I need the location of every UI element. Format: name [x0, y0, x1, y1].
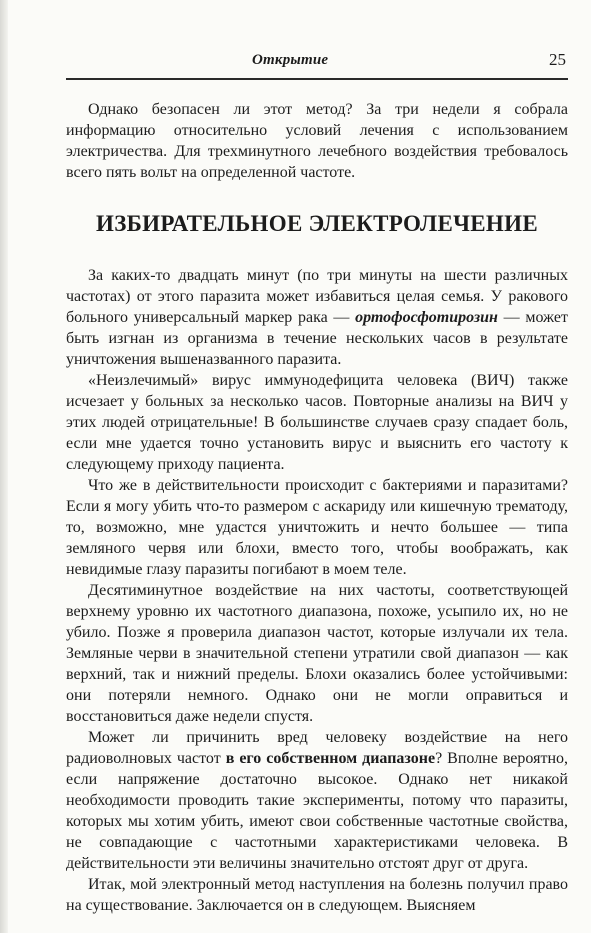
paragraph-6: Итак, мой электронный метод наступления на болезнь получил право на существование. Заключается он в следующем. Выясняем — [66, 876, 568, 914]
paragraph-1 — [66, 265, 568, 370]
page-body — [66, 99, 568, 916]
scan-edge-shadow — [0, 0, 8, 933]
paragraph-5-text-b: ? Вполне вероятно, если напряжение достаточно высокое. Однако нет никакой необходимости проводить такие эксперименты, потому что паразиты, которых мы хотим убить, имеют свои собственные частотные свойства, не совпадающие с частотными характеристиками человека. В действительности эти величины значительно отстоят друг от друга. — [66, 750, 569, 872]
running-header — [66, 46, 568, 80]
term-orthophosphotyrosine: ортофосфотирозин — [355, 309, 498, 326]
paragraph-5 — [66, 727, 568, 874]
paragraph-1-text-a: За каких-то двадцать минут (по три минуты на шести различных частотах) от этого паразита может избавиться целая семья. У ракового больного универсальный маркер рака — — [66, 267, 568, 326]
emphasis-own-range: в его собственном диапазоне — [225, 750, 436, 767]
page-number: 25 — [549, 50, 566, 69]
paragraph-5-text-a: Может ли причинить вред человеку воздействие на него радиоволновых частот — [66, 729, 568, 767]
paragraph-intro: Однако безопасен ли этот метод? За три недели я собрала информацию относительно условий лечения с использованием электричества. Для трехминутного лечебного воздействия требовалось всего пять вольт на определенной частоте. — [66, 101, 568, 181]
paragraph-3: Что же в действительности происходит с бактериями и паразитами? Если я могу убить что-то размером с аскариду или кишечную трематоду, то, возможно, мне удастся уничтожить и нечто большее — типа земляного червя или блохи, вместо того, чтобы воображать, как невидимые глазу паразиты погибают в моем теле. — [66, 477, 568, 578]
paragraph-4: Десятиминутное воздействие на них частоты, соответствующей верхнему уровню их частотного диапазона, похоже, усыпило их, но не убило. Позже я проверила диапазон частот, которые излучали их тела. Земляные черви в значительной степени утратили свой диапазон — как верхний, так и нижний пределы. Блохи оказались более устойчивыми: они потеряли немного. Однако они не могли оправиться и восстановиться даже недели спустя. — [66, 582, 568, 725]
paragraph-2: «Неизлечимый» вирус иммунодефицита человека (ВИЧ) также исчезает у больных за несколько часов. Повторные анализы на ВИЧ у этих людей отрицательные! В большинстве случаев сразу спадает боль, если мне удается точно установить вирус и выяснить его частоту к следующему приходу пациента. — [66, 372, 568, 473]
running-title: Открытие — [252, 52, 329, 68]
section-heading: ИЗБИРАТЕЛЬНОЕ ЭЛЕКТРОЛЕЧЕНИЕ — [96, 211, 538, 236]
paragraph-1-text-b: — может быть изгнан из организма в течение нескольких часов в результате уничтожения вышеназванного паразита. — [66, 309, 568, 368]
